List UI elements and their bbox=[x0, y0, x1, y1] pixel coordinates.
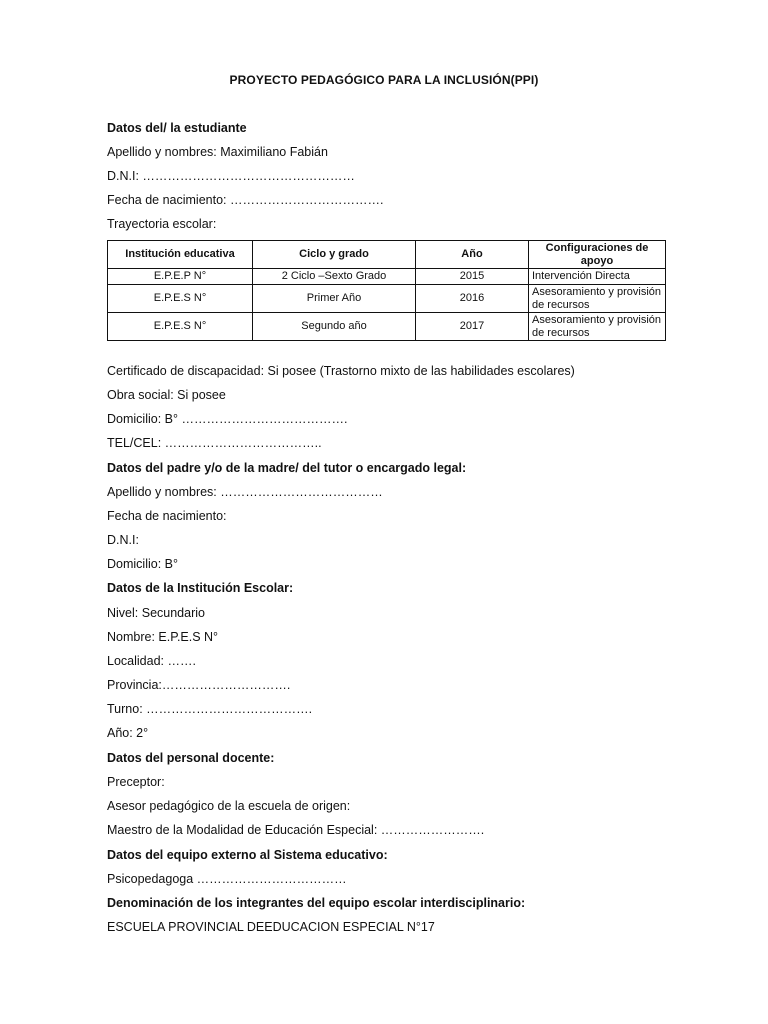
padres-address: Domicilio: B° bbox=[107, 557, 178, 571]
equipo-escuela: ESCUELA PROVINCIAL DEEDUCACION ESPECIAL N°17 bbox=[107, 920, 435, 934]
institucion-provincia: Provincia:…………………………. bbox=[107, 678, 291, 692]
table-cell: 2015 bbox=[416, 269, 529, 285]
table-cell: E.P.E.S N° bbox=[108, 313, 253, 341]
table-row bbox=[108, 285, 666, 313]
student-dni: D.N.I: …………………………………………… bbox=[107, 169, 355, 183]
table-cell: Asesoramiento y provisión de recursos bbox=[529, 313, 666, 341]
table-row bbox=[108, 313, 666, 341]
document-title: PROYECTO PEDAGÓGICO PARA LA INCLUSIÓN(PPI) bbox=[229, 73, 539, 87]
table-cell: Segundo año bbox=[253, 313, 416, 341]
padres-name: Apellido y nombres: ………………………………… bbox=[107, 485, 383, 499]
table-cell: Primer Año bbox=[253, 285, 416, 313]
certificado-line: Certificado de discapacidad: Si posee (Trastorno mixto de las habilidades escolares) bbox=[107, 364, 575, 378]
institucion-nombre: Nombre: E.P.E.S N° bbox=[107, 630, 219, 644]
table-cell: Intervención Directa bbox=[529, 269, 666, 285]
institucion-anio: Año: 2° bbox=[107, 726, 149, 740]
trayectoria-label: Trayectoria escolar: bbox=[107, 217, 217, 231]
student-name: Apellido y nombres: Maximiliano Fabián bbox=[107, 145, 328, 159]
docente-asesor: Asesor pedagógico de la escuela de origen: bbox=[107, 799, 351, 813]
table-header: Configuraciones de apoyo bbox=[529, 241, 666, 269]
student-phone: TEL/CEL: ……………………………….. bbox=[107, 436, 322, 450]
table-header: Institución educativa bbox=[108, 241, 253, 269]
docente-maestro: Maestro de la Modalidad de Educación Especial: ……………………. bbox=[107, 823, 485, 837]
table-cell: 2016 bbox=[416, 285, 529, 313]
table-row bbox=[108, 269, 666, 285]
institucion-localidad: Localidad: ……. bbox=[107, 654, 196, 668]
table-header: Ciclo y grado bbox=[253, 241, 416, 269]
table-cell: E.P.E.S N° bbox=[108, 285, 253, 313]
table-cell: Asesoramiento y provisión de recursos bbox=[529, 285, 666, 313]
institucion-nivel: Nivel: Secundario bbox=[107, 606, 205, 620]
institucion-heading: Datos de la Institución Escolar: bbox=[107, 581, 294, 595]
padres-birthdate: Fecha de nacimiento: bbox=[107, 509, 227, 523]
table-cell: E.P.E.P N° bbox=[108, 269, 253, 285]
institucion-turno: Turno: …………………………………. bbox=[107, 702, 313, 716]
externo-psicopedagoga: Psicopedagoga ……………………………… bbox=[107, 872, 347, 886]
padres-dni: D.N.I: bbox=[107, 533, 139, 547]
docente-preceptor: Preceptor: bbox=[107, 775, 165, 789]
obra-social-line: Obra social: Si posee bbox=[107, 388, 226, 402]
docente-heading: Datos del personal docente: bbox=[107, 751, 275, 765]
trayectoria-table bbox=[107, 240, 666, 341]
padres-heading: Datos del padre y/o de la madre/ del tutor o encargado legal: bbox=[107, 461, 467, 475]
externo-heading: Datos del equipo externo al Sistema educativo: bbox=[107, 848, 388, 862]
table-cell: 2017 bbox=[416, 313, 529, 341]
student-heading: Datos del/ la estudiante bbox=[107, 121, 247, 135]
table-header-row bbox=[108, 241, 666, 269]
student-birthdate: Fecha de nacimiento: ………………………………. bbox=[107, 193, 384, 207]
equipo-heading: Denominación de los integrantes del equipo escolar interdisciplinario: bbox=[107, 896, 526, 910]
student-address: Domicilio: B° …………………………………. bbox=[107, 412, 348, 426]
table-cell: 2 Ciclo –Sexto Grado bbox=[253, 269, 416, 285]
table-header: Año bbox=[416, 241, 529, 269]
